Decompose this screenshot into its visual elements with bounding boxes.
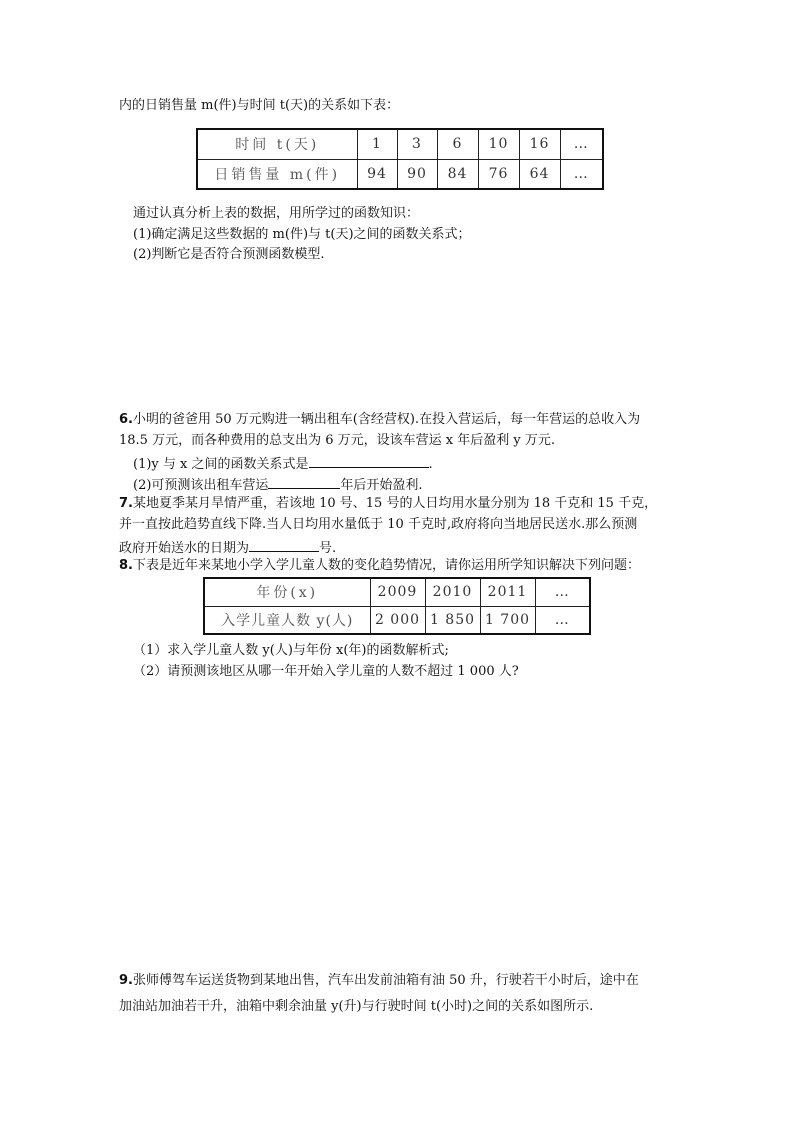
table-cell: 64 bbox=[519, 159, 560, 189]
table-header-sales: 日销售量 m(件) bbox=[197, 159, 357, 189]
q5-part2: (2)判断它是否符合预测函数模型. bbox=[133, 247, 325, 262]
table-cell: … bbox=[535, 578, 590, 606]
q6-line2: 18.5 万元，而各种费用的总支出为 6 万元，设该车营运 x 年后盈利 y 万元. bbox=[119, 433, 555, 448]
table-cell: 1 850 bbox=[425, 606, 480, 634]
table-cell: … bbox=[535, 606, 590, 634]
q9-text1: 张师傅驾车运送货物到某地出售，汽车出发前油箱有油 50 升，行驶若干小时后，途中在 bbox=[132, 973, 639, 988]
q8-line1 bbox=[119, 557, 640, 575]
q7-line2: 并一直按此趋势直线下降.当人日均用水量低于 10 千克时,政府将向当地居民送水.那么预测 bbox=[119, 517, 638, 532]
q7-text1: 某地夏季某月旱情严重，若该地 10 号、15 号的人日均用水量分别为 18 千克和 15 千克， bbox=[132, 496, 658, 511]
table-cell: 1 700 bbox=[480, 606, 535, 634]
table-cell: 76 bbox=[478, 159, 519, 189]
q6-part2-end: 年后开始盈利. bbox=[340, 478, 423, 493]
q7-line3 bbox=[119, 537, 336, 558]
q9-number: 9. bbox=[119, 973, 133, 988]
q6-part1-text: (1)y 与 x 之间的函数关系式是 bbox=[133, 457, 309, 472]
table-row bbox=[204, 606, 590, 634]
answer-blank bbox=[268, 474, 340, 489]
q8-part2: （2）请预测该地区从哪一年开始入学儿童的人数不超过 1 000 人? bbox=[133, 664, 519, 679]
q7-text3: 政府开始送水的日期为 bbox=[119, 541, 250, 556]
q6-number: 6. bbox=[119, 412, 133, 427]
table-cell: 90 bbox=[397, 159, 437, 189]
table-cell: 6 bbox=[437, 129, 478, 159]
table-cell: 2009 bbox=[370, 578, 425, 606]
table-header-time: 时间 t(天) bbox=[197, 129, 357, 159]
q5-lead: 通过认真分析上表的数据，用所学过的函数知识： bbox=[133, 206, 420, 221]
table-header-year: 年份(x) bbox=[204, 578, 370, 606]
q6-part2 bbox=[133, 474, 423, 495]
q7-line3-end: 号. bbox=[319, 541, 337, 556]
q6-part1-end: . bbox=[428, 457, 433, 472]
table-cell: 1 bbox=[357, 129, 397, 159]
q6-part1 bbox=[133, 453, 433, 474]
q8-text1: 下表是近年来某地小学入学儿童人数的变化趋势情况，请你运用所学知识解决下列问题： bbox=[132, 558, 640, 573]
q8-number: 8. bbox=[119, 558, 133, 573]
q6-text1: 小明的爸爸用 50 万元购进一辆出租车(含经营权).在投入营运后，每一年营运的总收入为 bbox=[132, 412, 641, 427]
q9-line1 bbox=[119, 972, 639, 990]
enrollment-table bbox=[203, 577, 591, 635]
table-cell: 16 bbox=[519, 129, 560, 159]
q7-number: 7. bbox=[119, 496, 133, 511]
table-cell: 2010 bbox=[425, 578, 480, 606]
table-cell: 3 bbox=[397, 129, 437, 159]
table-cell: 94 bbox=[357, 159, 397, 189]
answer-blank bbox=[309, 453, 429, 468]
table-cell: … bbox=[560, 129, 603, 159]
q9-line2: 加油站加油若干升，油箱中剩余油量 y(升)与行驶时间 t(小时)之间的关系如图所示. bbox=[119, 999, 594, 1014]
q5-part1: (1)确定满足这些数据的 m(件)与 t(天)之间的函数关系式； bbox=[133, 227, 471, 242]
table-cell: 10 bbox=[478, 129, 519, 159]
table-header-enrollment: 入学儿童人数 y(人) bbox=[204, 606, 370, 634]
table-cell: 2011 bbox=[480, 578, 535, 606]
q6-line1 bbox=[119, 411, 640, 429]
table-cell: 2 000 bbox=[370, 606, 425, 634]
table-row bbox=[197, 159, 603, 189]
table-cell: … bbox=[560, 159, 603, 189]
table-row bbox=[197, 129, 603, 159]
sales-table bbox=[196, 128, 604, 190]
q7-line1 bbox=[119, 495, 657, 513]
table-row bbox=[204, 578, 590, 606]
answer-blank bbox=[249, 537, 319, 552]
q8-part1: （1）求入学儿童人数 y(人)与年份 x(年)的函数解析式; bbox=[133, 643, 449, 658]
table-cell: 84 bbox=[437, 159, 478, 189]
q6-part2-text: (2)可预测该出租车营运 bbox=[133, 478, 269, 493]
intro-line: 内的日销售量 m(件)与时间 t(天)的关系如下表： bbox=[119, 98, 400, 113]
